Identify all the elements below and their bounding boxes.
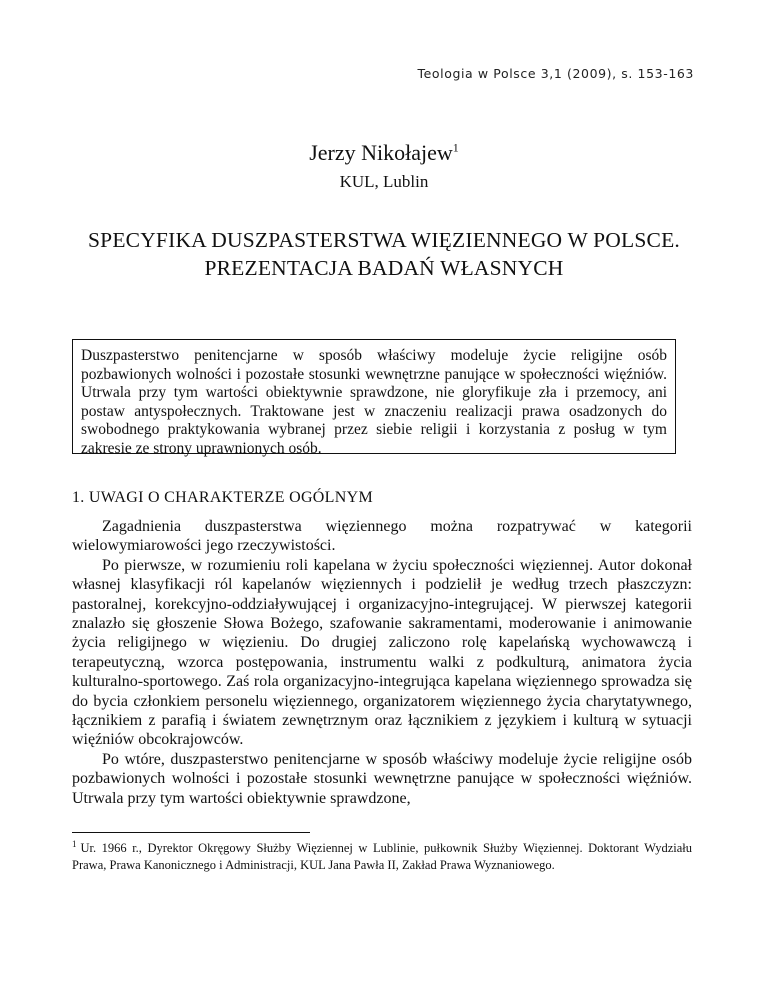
article-title-line-2: PREZENTACJA BADAŃ WŁASNYCH bbox=[204, 256, 564, 280]
article-title bbox=[0, 226, 768, 282]
body-text bbox=[72, 517, 692, 808]
abstract-box bbox=[72, 339, 676, 457]
author-name: Jerzy Nikołajew bbox=[309, 140, 453, 165]
body-paragraph-1: Zagadnienia duszpasterstwa więziennego można rozpatrywać w kategorii wielowymiarowości jego rzeczywistości. bbox=[72, 518, 692, 555]
author-footnote-mark[interactable]: 1 bbox=[452, 140, 459, 155]
author-affiliation: KUL, Lublin bbox=[339, 172, 429, 191]
body-paragraph-2: Po pierwsze, w rozumieniu roli kapelana w życiu społeczności więziennej. Autor dokonał własnej klasyfikacji ról kapelanów więziennych i podzielił je według trzech płaszczyzn: pastoralnej, korekcyjno-oddziaływującej i organizacyjno-integrującej. W pierwszej kategorii znalazło się głoszenie Słowa Bożego, szafowanie sakramentami, moderowanie i animowanie życia religijnego w więzieniu. Do drugiej zaliczono rolę kapelańską wychowawczą i terapeutyczną, wzorca postępowania, instrumentu walki z podkulturą, animatora życia kulturalno-sportowego. Zaś rola organizacyjno-integrująca kapelana więziennego sprowadza się do bycia członkiem personelu więziennego, organizatorem więziennego życia charytatywnego, łącznikiem z parafią i światem zewnętrznym oraz łącznikiem z językiem i kulturą w sytuacji więźniów obcokrajowców. bbox=[72, 556, 692, 749]
footnote-separator bbox=[72, 832, 310, 833]
author-line bbox=[0, 140, 768, 166]
section-heading: 1. UWAGI O CHARAKTERZE OGÓLNYM bbox=[72, 489, 373, 506]
footnote-text: Ur. 1966 r., Dyrektor Okręgowy Służby Więziennej w Lublinie, pułkownik Służby Więziennej. Doktorant Wydziału Prawa, Prawa Kanonicznego i Administracji, KUL Jana Pawła II, Zakład Prawa Wyznaniowego. bbox=[72, 841, 692, 872]
article-title-line-1: SPECYFIKA DUSZPASTERSTWA WIĘZIENNEGO W POLSCE. bbox=[88, 228, 680, 252]
journal-reference: Teologia w Polsce 3,1 (2009), s. 153-163 bbox=[417, 66, 694, 81]
footnote bbox=[72, 840, 692, 874]
body-paragraph-3: Po wtóre, duszpasterstwo penitencjarne w sposób właściwy modeluje życie religijne osób pozbawionych wolności i pozostałe stosunki wewnętrzne panujące w społeczności więźniów. Utrwala przy tym wartości obiektywnie sprawdzone, bbox=[72, 750, 692, 807]
abstract-text: Duszpasterstwo penitencjarne w sposób właściwy modeluje życie religijne osób pozbawionych wolności i pozostałe stosunki wewnętrzne panujące w społeczności więźniów. Utrwala przy tym wartości obiektywnie sprawdzone, nie gloryfikuje zła i przemocy, ani postaw antyspołecznych. Traktowane jest w znaczeniu realizacji prawa osadzonych do swobodnego praktykowania wybranej przez siebie religii i korzystania z posług w tym zakresie ze strony uprawnionych osób. bbox=[81, 347, 667, 457]
footnote-mark: 1 bbox=[72, 838, 77, 849]
